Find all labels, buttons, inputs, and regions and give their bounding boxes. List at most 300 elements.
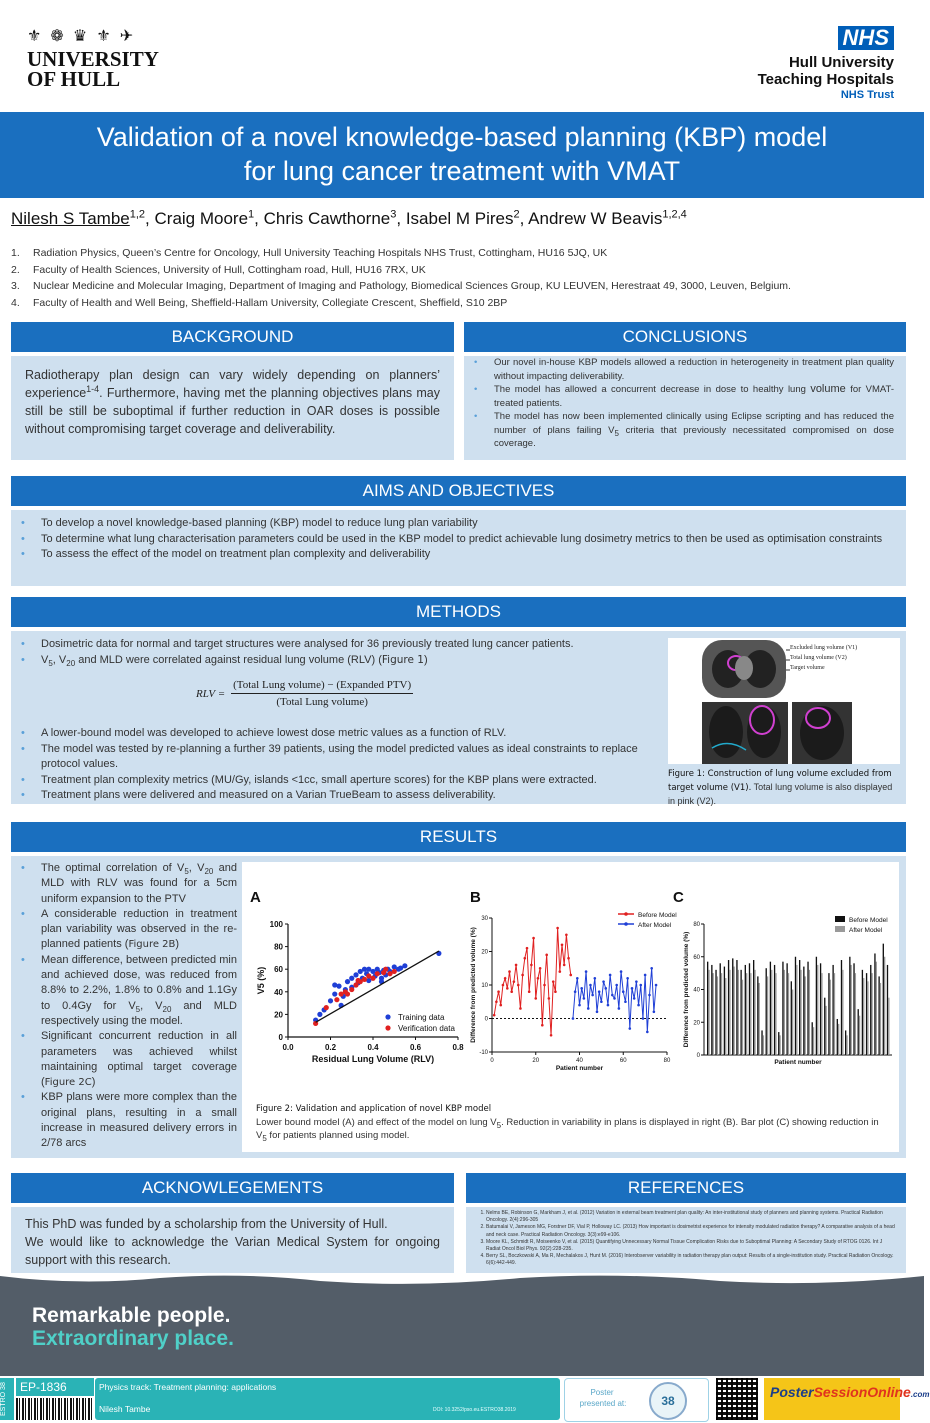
x-axis-label: Patient number [555, 1065, 604, 1072]
x-axis-label: Residual Lung Volume (RLV) [311, 1054, 435, 1064]
doi-label[interactable]: DOI: 10.3252/pso.eu.ESTRO38.2019 [433, 1407, 516, 1413]
figure-1-caption: Figure 1: Construction of lung volume excluded from target volume (V1). Total lung volume is also displayed in pink (V2). [668, 769, 893, 806]
data-point [366, 967, 371, 972]
bar [842, 970, 843, 1055]
legend-marker [385, 1014, 390, 1019]
nhs-trust-line1: Hull University [788, 54, 894, 71]
method-item: • Dosimetric data for normal and target structures were analysed for 36 previously treated lung cancer patients. [11, 637, 661, 653]
bar [816, 957, 817, 1055]
result-item: • KBP plans were more complex than the original plans, resulting in a small increase in measured delivery errors in 2/78 arcs [11, 1090, 237, 1151]
bar [853, 963, 854, 1055]
data-point [618, 1007, 621, 1010]
bar [763, 1035, 764, 1055]
bar [830, 980, 831, 1055]
presenter-name: Nilesh Tambe [99, 1404, 151, 1414]
bar [805, 976, 806, 1055]
bar [820, 963, 821, 1055]
side-tag: ESTRO 38 [0, 1378, 14, 1420]
author-affiliation-sup: 1,2 [129, 208, 146, 221]
bar [800, 970, 801, 1055]
panel-label: B [470, 889, 481, 906]
bar [837, 1019, 838, 1055]
bar [838, 1024, 839, 1055]
data-point [626, 977, 629, 980]
bar [728, 960, 729, 1055]
data-point [398, 965, 403, 970]
university-crest: ⚜ ❁ ♛ ⚜ ✈ [27, 26, 136, 45]
data-point [561, 944, 564, 947]
data-point [583, 997, 586, 1000]
data-point [565, 933, 568, 936]
data-point [532, 937, 535, 940]
figure-2-charts [242, 862, 899, 1097]
method-item: • Treatment plan complexity metrics (MU/Gy, islands <1cc, small aperture scores) for the KBP plans were extracted. [11, 773, 661, 789]
bar [862, 970, 863, 1055]
figure-2 [242, 862, 899, 1152]
series-line [494, 928, 571, 1035]
author-name: Nilesh S Tambe [11, 209, 130, 228]
bar [834, 973, 835, 1055]
data-point [515, 964, 518, 967]
bar [859, 1016, 860, 1055]
data-point [607, 1004, 610, 1007]
data-point [541, 1024, 544, 1027]
affiliation-item: 3. Nuclear Medicine and Molecular Imaging, Department of Imaging and Pathology, Biomedical Sciences Group, KU LEUVEN, Herestraat 49, 3000, Leuven, Belgium. [11, 280, 791, 292]
method-item: • The model was tested by re-planning a further 39 patients, using the model predicted values as ideal constraints to replace protocol values. [11, 742, 661, 773]
data-point [611, 994, 614, 997]
bar [774, 965, 775, 1055]
title-banner [0, 112, 924, 198]
bar [807, 962, 808, 1055]
data-point [524, 957, 527, 960]
data-point [591, 994, 594, 997]
y-tick-label: 20 [693, 1020, 700, 1027]
data-point [650, 967, 653, 970]
data-point [345, 979, 350, 984]
y-tick-label: 80 [274, 942, 283, 952]
data-point [392, 969, 397, 974]
aim-item: • To develop a novel knowledge-based planning (KBP) model to reduce lung plan variability [11, 516, 896, 532]
barcode [16, 1398, 92, 1420]
data-point [629, 1027, 632, 1030]
data-point [324, 1005, 329, 1010]
y-axis-label: Difference from predicted volume (%) [470, 927, 477, 1043]
references-heading: REFERENCES [466, 1173, 906, 1203]
bar [784, 970, 785, 1055]
bar [733, 967, 734, 1055]
aims-panel [11, 510, 906, 586]
acknowledgement-line1: This PhD was funded by a scholarship from the University of Hull. [25, 1217, 388, 1231]
data-point [356, 978, 361, 983]
y-tick-label: 40 [274, 987, 283, 997]
references-panel [466, 1207, 906, 1273]
bar [721, 973, 722, 1055]
bar [795, 957, 796, 1055]
data-point [497, 990, 500, 993]
bar [832, 965, 833, 1055]
bar [791, 981, 792, 1055]
y-tick-label: -10 [479, 1050, 488, 1056]
estro-badge: 38 [649, 1382, 687, 1420]
bar [759, 983, 760, 1055]
x-axis-label: Patient number [774, 1059, 822, 1066]
x-tick-label: 0.6 [409, 1043, 422, 1052]
data-point [539, 967, 542, 970]
y-tick-label: 0 [696, 1053, 700, 1059]
data-point [528, 990, 531, 993]
bar [707, 962, 708, 1055]
data-point [334, 997, 339, 1002]
data-point [534, 997, 537, 1000]
bar [817, 965, 818, 1055]
data-point [519, 1007, 522, 1010]
bar [746, 973, 747, 1055]
author-name: Chris Cawthorne [263, 209, 391, 228]
series-line [573, 968, 656, 1032]
bar [754, 970, 755, 1055]
reference-list [466, 1207, 906, 1268]
results-heading: RESULTS [11, 822, 906, 852]
data-point [594, 977, 597, 980]
y-tick-label: 60 [274, 965, 283, 975]
reference-item: 2. Batumalai V, Jameson MG, Forstner DF, Vial P, Holloway LC. (2013) How important is dosimetrist experience for intensity modulated radiation therapy? A comparative analysis of a head and neck case. Practical Radiation Oncology. 3(3):e99-e106. [486, 1224, 898, 1238]
affiliation-item: 1. Radiation Physics, Queen’s Centre for Oncology, Hull University Teaching Hospitals NHS Trust, Cottingham, HU16 5JQ, UK [11, 247, 608, 259]
legend-marker [385, 1025, 390, 1030]
y-tick-label: 0 [484, 1016, 488, 1023]
legend-label: After Model [638, 922, 672, 929]
conclusion-item: • The model has allowed a concurrent decrease in dose to healthy lung volume for VMAT-treated patients. [464, 383, 894, 410]
bar [778, 1032, 779, 1055]
y-tick-label: 20 [274, 1010, 283, 1020]
bar [753, 960, 754, 1055]
bar [792, 990, 793, 1056]
data-point [559, 970, 562, 973]
bar [821, 973, 822, 1055]
data-point [375, 971, 380, 976]
data-point [580, 987, 583, 990]
y-axis-label: V5 (%) [256, 966, 266, 995]
data-point [639, 984, 642, 987]
data-point [602, 980, 605, 983]
university-wordmark: UNIVERSITY OF HULL [27, 47, 159, 91]
university-logo [27, 26, 177, 102]
y-tick-label: 10 [481, 983, 488, 989]
footer-wave [0, 1272, 924, 1290]
bar [887, 965, 888, 1055]
result-item: • A considerable reduction in treatment plan variability was observed in the re-planned patients (Figure 2B) [11, 907, 237, 953]
affiliation-list [11, 245, 911, 311]
data-point [604, 987, 607, 990]
aim-item: • To determine what lung characterisation parameters could be used in the KBP model to predict achievable lung dosimetry metrics to then be used as optimisation constraints [11, 532, 896, 548]
author-affiliation-sup: 3 [390, 208, 397, 221]
legend-label: Before Model [849, 917, 888, 924]
bar [851, 965, 852, 1055]
data-point [578, 1004, 581, 1007]
data-point [644, 974, 647, 977]
data-point [537, 977, 540, 980]
legend-marker [835, 926, 845, 932]
data-point [508, 970, 511, 973]
y-tick-label: 30 [481, 916, 488, 922]
data-point [517, 984, 520, 987]
result-item: • The optimal correlation of $V_5$, $V_{20}$ and MLD with RLV was found for a 5cm uniform expansion to the PTV [11, 861, 237, 907]
bar [871, 973, 872, 1055]
nhs-trust-line3: NHS Trust [840, 89, 894, 101]
author-affiliation-sup: 1 [248, 208, 255, 221]
footer-slogan-2: Extraordinary place. [32, 1327, 234, 1350]
data-point [362, 977, 367, 982]
bar [738, 970, 739, 1055]
data-point [615, 984, 618, 987]
data-point [633, 997, 636, 1000]
figure-1 [668, 638, 900, 764]
bar [883, 944, 884, 1055]
y-tick-label: 60 [693, 954, 700, 961]
bar [742, 980, 743, 1055]
nhs-badge: NHS [838, 26, 894, 50]
affiliation-item: 2. Faculty of Health Sciences, University of Hull, Cottingham road, Hull, HU16 7RX, UK [11, 263, 426, 276]
x-tick-label: 0.2 [324, 1043, 337, 1052]
presented-at-line1: Poster [590, 1388, 614, 1397]
conclusion-item: • Our novel in-house KBP models allowed a reduction in heterogeneity in treatment plan quality without impacting deliverability. [464, 356, 894, 383]
rlv-equation: RLV = (Total Lung volume) − (Expanded PTV) (Total Lung volume) [196, 679, 412, 708]
reference-item: 4. Berry SL, Boczkowski A, Ma R, Mechalakos J, Hunt M. (2016) Interobserver variability in radiation therapy plan output: Results of a single-institution study. Practical Radiation Oncology. 6(6):442-449. [486, 1253, 898, 1267]
data-point [576, 977, 579, 980]
x-tick-label: 60 [619, 1058, 627, 1064]
data-point [589, 984, 592, 987]
bar [779, 1035, 780, 1055]
data-point [506, 987, 509, 990]
nhs-logo [758, 26, 894, 102]
legend-marker [624, 912, 628, 916]
data-point [637, 1004, 640, 1007]
author-name: Andrew W Beavis [528, 209, 663, 228]
data-point [550, 1034, 553, 1037]
y-tick-label: 80 [693, 922, 700, 928]
data-point [530, 964, 533, 967]
x-tick-label: 0 [490, 1058, 494, 1064]
background-panel [11, 356, 454, 460]
data-point [502, 984, 505, 987]
bar [788, 973, 789, 1055]
bar [799, 960, 800, 1055]
bar [803, 967, 804, 1055]
footer-slogan-1: Remarkable people. [32, 1304, 231, 1327]
x-tick-label: 80 [663, 1058, 671, 1064]
title-line2: for lung cancer treatment with VMAT [243, 156, 681, 186]
result-item: • Significant concurrent reduction in all parameters was achieved whilst maintaining optimal target coverage (Figure 2C) [11, 1029, 237, 1090]
bar [782, 962, 783, 1055]
bar [775, 973, 776, 1055]
data-point [513, 980, 516, 983]
data-point [556, 927, 559, 930]
bar [849, 957, 850, 1055]
data-point [567, 957, 570, 960]
bar [708, 970, 709, 1055]
title-line1: Validation of a novel knowledge-based planning (KBP) model [96, 122, 828, 152]
bar [825, 1006, 826, 1055]
data-point [521, 974, 524, 977]
bar [713, 973, 714, 1055]
author-name: Isabel M Pires [405, 209, 514, 228]
bar [717, 976, 718, 1055]
y-tick-label: 0 [278, 1033, 283, 1042]
data-point [574, 990, 577, 993]
nhs-trust-line2: Teaching Hospitals [757, 71, 894, 88]
author-list: Nilesh S Tambe$^{1,2}$, Craig Moore$^1$, Chris Cawthorne$^3$, Isabel M Pires$^2$, Andrew W Beavis$^{1,2,4}$ [11, 208, 687, 228]
bar [750, 973, 751, 1055]
acknowledgement-line2: We would like to acknowledge the Varian Medical System for ongoing support with this research. [25, 1235, 440, 1267]
bar [813, 1027, 814, 1055]
bar [878, 976, 879, 1055]
bar [880, 983, 881, 1055]
data-point [317, 1012, 322, 1017]
y-axis-label: Difference from predicted volume (%) [683, 931, 690, 1048]
bar [729, 970, 730, 1055]
bar [749, 963, 750, 1055]
bar [736, 960, 737, 1055]
data-point [572, 1017, 575, 1020]
data-point [526, 947, 529, 950]
author-name: Craig Moore [154, 209, 249, 228]
background-text: Radiotherapy plan design can vary widely depending on planners’ experience$^{1-4}$. Furthermore, having met the planning objectives plans may still be still be suboptimal if further reduction in OAR doses is possible without compromising target coverage and deliverability. [25, 368, 440, 436]
data-point [622, 990, 625, 993]
reference-item: 3. Moore KL, Schmidt R, Moiseenko V, et al. (2015) Quantifying Unnecessary Normal Tissue Complication Risks due to Suboptimal Planning: A Secondary Study of RTOG 0126. Int J Radiat Oncol Biol Phys. 92(2):228-235. [486, 1239, 898, 1253]
bar [711, 965, 712, 1055]
author-affiliation-sup: 1,2,4 [662, 208, 687, 221]
legend-marker [835, 916, 845, 922]
data-point [349, 976, 354, 981]
fig1-label-v2: Total lung volume (V2) [790, 655, 847, 661]
bar [786, 963, 787, 1055]
bar [846, 1035, 847, 1055]
background-heading: BACKGROUND [11, 322, 454, 352]
legend-label: Training data [398, 1013, 445, 1022]
data-point [510, 990, 513, 993]
data-point [635, 980, 638, 983]
bar [767, 976, 768, 1055]
data-point [598, 990, 601, 993]
conclusion-item: • The model has now been implemented clinically using Eclipse scripting and has reduced the number of plans failing $V_5$ criteria that previously necessitated compromised on dose coverage. [464, 410, 894, 451]
data-point [596, 1011, 599, 1014]
data-point [543, 984, 546, 987]
bar [828, 973, 829, 1055]
bar [732, 958, 733, 1055]
affiliation-item: 4. Faculty of Health and Well Being, Sheffield-Hallam University, Collegiate Crescent, Sheffield, S10 2BP [11, 296, 508, 309]
data-point [328, 998, 333, 1003]
bar [770, 962, 771, 1055]
data-point [655, 984, 658, 987]
data-point [349, 987, 354, 992]
x-tick-label: 40 [576, 1058, 583, 1064]
data-point [353, 982, 358, 987]
bar [757, 976, 758, 1055]
x-tick-label: 0.4 [367, 1043, 379, 1052]
data-point [600, 1000, 603, 1003]
x-tick-label: 20 [532, 1058, 540, 1064]
bar [812, 1022, 813, 1055]
data-point [554, 990, 557, 993]
conclusions-heading: CONCLUSIONS [464, 322, 906, 352]
acknowledgements-heading: ACKNOWLEGEMENTS [11, 1173, 454, 1203]
bar [858, 1009, 859, 1055]
data-point [336, 984, 341, 989]
legend-label: After Model [849, 927, 883, 934]
bar [863, 978, 864, 1055]
data-point [548, 997, 551, 1000]
qr-code[interactable] [716, 1378, 758, 1420]
data-point [332, 991, 337, 996]
pso-logo[interactable]: PosterSessionOnline.com [764, 1378, 900, 1420]
bar [888, 998, 889, 1055]
data-point [646, 1031, 649, 1034]
data-point [353, 972, 358, 977]
bar [766, 968, 767, 1055]
bar [745, 965, 746, 1055]
data-point [613, 997, 616, 1000]
result-item: • Mean difference, between predicted min and achieved dose, was reduced from 8.8% to 2.2%, 1.8% to 0.8% and 1.1Gy to 0.4Gy for $V_5$, $V_{20}$ and MLD respectively using the model. [11, 953, 237, 1029]
data-point [493, 1014, 496, 1017]
data-point [631, 987, 634, 990]
aims-heading: AIMS AND OBJECTIVES [11, 476, 906, 506]
data-point [499, 1004, 502, 1007]
data-point [563, 964, 566, 967]
method-item: • Treatment plans were delivered and measured on a Varian TrueBeam to assess deliverability. [11, 788, 661, 804]
bar [876, 962, 877, 1055]
bar [724, 967, 725, 1055]
ct-scan-images [668, 638, 900, 764]
data-point [642, 1017, 645, 1020]
data-point [587, 1007, 590, 1010]
track-label: Physics track: Treatment planning: applications [99, 1382, 277, 1392]
data-point [383, 967, 388, 972]
data-point [495, 1000, 498, 1003]
presented-at-line2: presented at: [579, 1399, 627, 1408]
panel-label: C [673, 889, 684, 906]
bar [796, 965, 797, 1055]
bar [720, 963, 721, 1055]
legend-label: Verification data [398, 1024, 455, 1033]
y-tick-label: 20 [481, 949, 488, 956]
bar [866, 973, 867, 1055]
method-item: • A lower-bound model was developed to achieve lowest dose metric values as a function of RLV. [11, 726, 661, 742]
data-point [624, 1000, 627, 1003]
fig1-label-v1: Excluded lung volume (V1) [790, 645, 858, 651]
data-point [620, 970, 623, 973]
legend-marker [624, 922, 628, 926]
legend-label: Before Model [638, 912, 677, 919]
figure-2-caption: Figure 2: Validation and application of novel KBP model Lower bound model (A) and effect of the model on lung $V_5$. Reduction in variability in plans is displayed in right (B). Bar plot (C) showing reduction in $V_5$ for patients planned using model. [256, 1104, 879, 1143]
bar [761, 1030, 762, 1055]
bar [809, 970, 810, 1055]
poster-id[interactable]: EP-1836 [16, 1378, 94, 1396]
bar [771, 970, 772, 1055]
bar [715, 970, 716, 1055]
y-tick-label: 40 [693, 987, 700, 994]
bar [855, 973, 856, 1055]
conclusions-panel [464, 356, 906, 460]
presented-at-box [564, 1378, 709, 1422]
data-point [648, 994, 651, 997]
y-tick-label: 100 [269, 920, 283, 929]
bar [870, 965, 871, 1055]
author-affiliation-sup: 2 [513, 208, 520, 221]
bar [841, 960, 842, 1055]
aim-item: • To assess the effect of the model on treatment plan complexity and deliverability [11, 547, 896, 563]
data-point [504, 977, 507, 980]
data-point [609, 974, 612, 977]
acknowledgements-panel [11, 1207, 454, 1273]
